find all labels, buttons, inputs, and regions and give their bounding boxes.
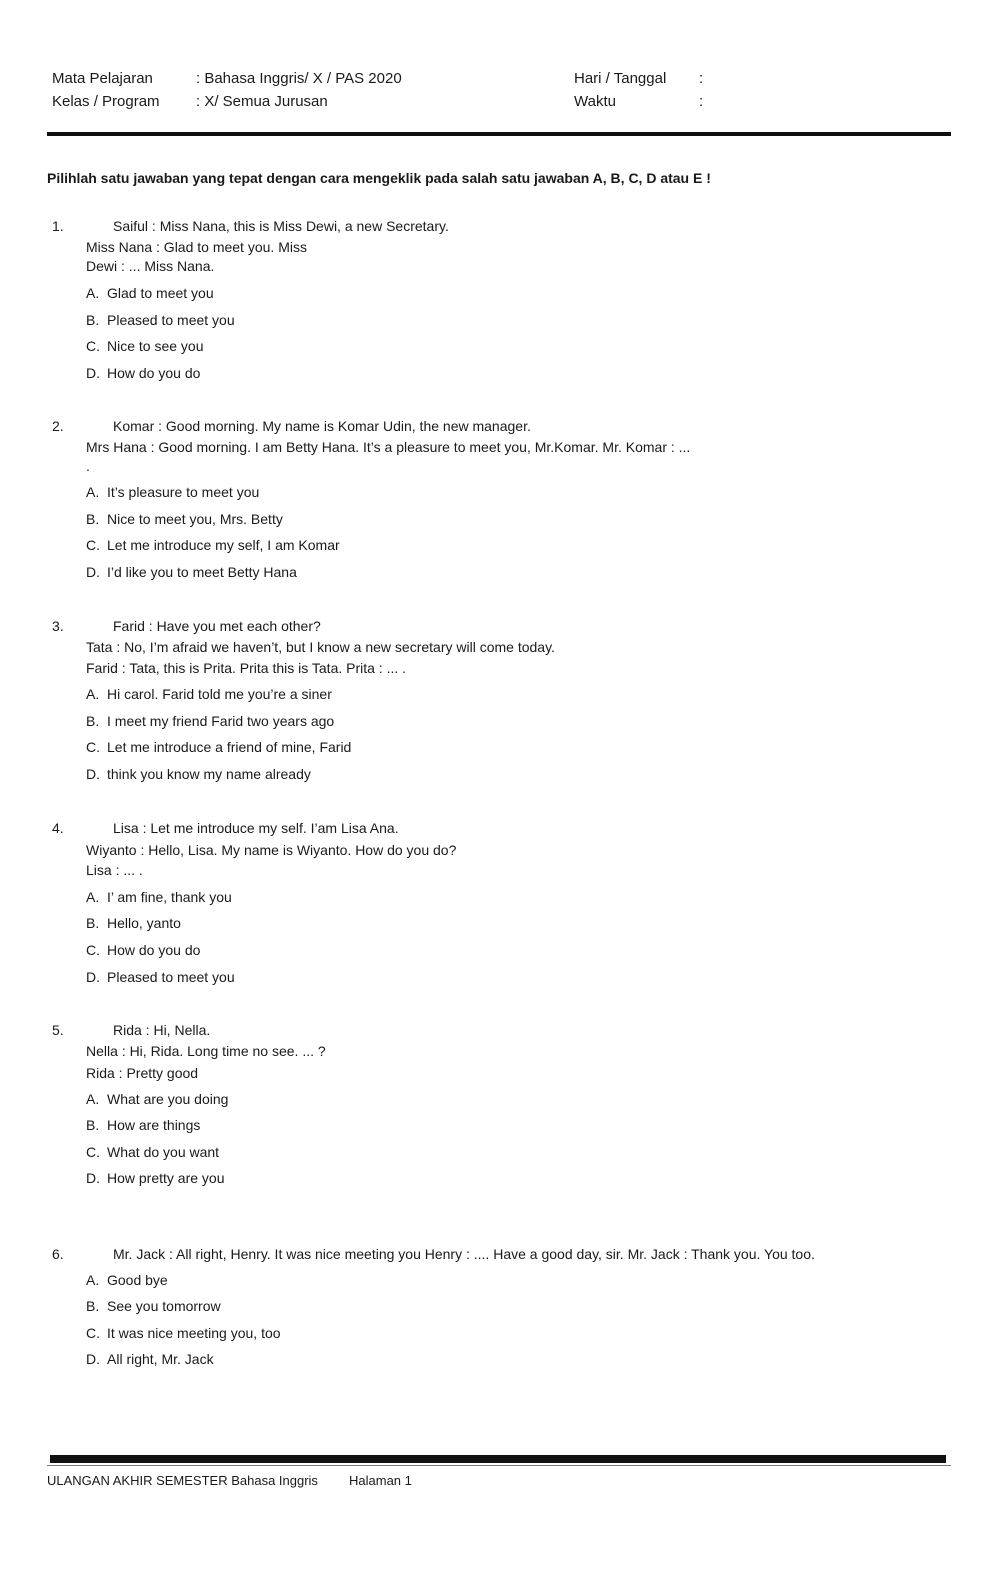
footer-exam-title: ULANGAN AKHIR SEMESTER Bahasa Inggris (47, 1473, 318, 1488)
option-text: Pleased to meet you (107, 969, 235, 985)
footer-divider-thin (47, 1465, 951, 1466)
option-text: It was nice meeting you, too (107, 1325, 281, 1341)
question-number: 1. (52, 218, 64, 234)
subject-label: Mata Pelajaran (52, 70, 153, 87)
class-value: : X/ Semua Jurusan (196, 93, 328, 110)
option-c[interactable] (86, 338, 204, 354)
option-letter: A. (86, 484, 100, 500)
option-letter: C. (86, 1325, 100, 1341)
option-d[interactable] (86, 969, 235, 985)
option-a[interactable] (86, 686, 332, 702)
question-line: Saiful : Miss Nana, this is Miss Dewi, a new Secretary. (113, 218, 449, 234)
question-line: Lisa : ... . (86, 862, 143, 878)
option-text: think you know my name already (107, 766, 311, 782)
footer-divider-thick (50, 1455, 946, 1463)
question-line: Farid : Have you met each other? (113, 618, 321, 634)
option-letter: B. (86, 312, 100, 328)
option-text: How are things (107, 1117, 201, 1133)
subject-value: : Bahasa Inggris/ X / PAS 2020 (196, 70, 402, 87)
option-c[interactable] (86, 1144, 219, 1160)
time-label: Waktu (574, 93, 616, 110)
option-text: All right, Mr. Jack (107, 1351, 214, 1367)
option-a[interactable] (86, 285, 214, 301)
option-letter: A. (86, 889, 100, 905)
question-line: Tata : No, I’m afraid we haven’t, but I know a new secretary will come today. (86, 639, 555, 655)
question-line: Komar : Good morning. My name is Komar Udin, the new manager. (113, 418, 531, 434)
header-divider (47, 132, 951, 136)
option-b[interactable] (86, 1298, 221, 1314)
option-a[interactable] (86, 484, 259, 500)
option-text: I meet my friend Farid two years ago (107, 713, 335, 729)
option-letter: B. (86, 915, 100, 931)
option-letter: C. (86, 1144, 100, 1160)
option-c[interactable] (86, 537, 340, 553)
option-letter: D. (86, 365, 100, 381)
option-text: See you tomorrow (107, 1298, 221, 1314)
option-letter: B. (86, 1298, 100, 1314)
option-b[interactable] (86, 312, 235, 328)
option-text: How do you do (107, 942, 201, 958)
question-line: Mrs Hana : Good morning. I am Betty Hana. It’s a pleasure to meet you, Mr.Komar. Mr. Komar : ... (86, 439, 691, 455)
option-text: I’ am fine, thank you (107, 889, 232, 905)
option-letter: D. (86, 564, 100, 580)
option-letter: B. (86, 1117, 100, 1133)
option-d[interactable] (86, 1351, 214, 1367)
option-letter: C. (86, 537, 100, 553)
option-letter: D. (86, 969, 100, 985)
option-letter: A. (86, 1091, 100, 1107)
option-a[interactable] (86, 1272, 168, 1288)
option-letter: D. (86, 766, 100, 782)
question-line: Farid : Tata, this is Prita. Prita this is Tata. Prita : ... . (86, 660, 407, 676)
option-c[interactable] (86, 942, 200, 958)
option-letter: B. (86, 511, 100, 527)
option-d[interactable] (86, 564, 297, 580)
option-text: Nice to meet you, Mrs. Betty (107, 511, 283, 527)
footer-page-number: Halaman 1 (349, 1473, 412, 1488)
option-letter: D. (86, 1351, 100, 1367)
question-line: . (86, 458, 90, 474)
option-letter: A. (86, 1272, 100, 1288)
option-b[interactable] (86, 713, 334, 729)
option-letter: C. (86, 942, 100, 958)
option-text: Nice to see you (107, 338, 204, 354)
question-line: Rida : Pretty good (86, 1065, 199, 1081)
option-text: Pleased to meet you (107, 312, 235, 328)
option-b[interactable] (86, 511, 283, 527)
time-value: : (699, 93, 704, 110)
option-d[interactable] (86, 1170, 225, 1186)
option-text: Glad to meet you (107, 285, 214, 301)
option-text: How do you do (107, 365, 201, 381)
question-line: Rida : Hi, Nella. (113, 1022, 211, 1038)
question-number: 3. (52, 618, 64, 634)
option-text: It’s pleasure to meet you (107, 484, 260, 500)
question-number: 5. (52, 1022, 64, 1038)
option-text: What do you want (107, 1144, 220, 1160)
option-b[interactable] (86, 915, 181, 931)
option-c[interactable] (86, 739, 351, 755)
option-letter: A. (86, 285, 100, 301)
option-text: Hello, yanto (107, 915, 181, 931)
option-letter: A. (86, 686, 100, 702)
option-text: Let me introduce a friend of mine, Farid (107, 739, 352, 755)
question-line: Miss Nana : Glad to meet you. Miss (86, 239, 307, 255)
day-label: Hari / Tanggal (574, 70, 667, 87)
option-text: How pretty are you (107, 1170, 225, 1186)
option-d[interactable] (86, 365, 200, 381)
option-letter: B. (86, 713, 100, 729)
question-number: 6. (52, 1246, 64, 1262)
question-line: Nella : Hi, Rida. Long time no see. ... ? (86, 1043, 326, 1059)
option-text: Good bye (107, 1272, 168, 1288)
question-line: Dewi : ... Miss Nana. (86, 258, 215, 274)
option-a[interactable] (86, 1091, 228, 1107)
question-number: 4. (52, 820, 64, 836)
option-text: What are you doing (107, 1091, 229, 1107)
option-b[interactable] (86, 1117, 200, 1133)
day-value: : (699, 70, 704, 87)
question-line: Lisa : Let me introduce my self. I’am Lisa Ana. (113, 820, 399, 836)
option-letter: C. (86, 338, 100, 354)
question-line: Wiyanto : Hello, Lisa. My name is Wiyanto. How do you do? (86, 842, 457, 858)
instruction: Pilihlah satu jawaban yang tepat dengan cara mengeklik pada salah satu jawaban A, B, C, D atau E ! (47, 170, 711, 186)
question-line: Mr. Jack : All right, Henry. It was nice meeting you Henry : .... Have a good day, sir. Mr. Jack : Thank you. You too. (113, 1246, 815, 1262)
option-text: Hi carol. Farid told me you’re a siner (107, 686, 332, 702)
option-letter: D. (86, 1170, 100, 1186)
option-c[interactable] (86, 1325, 281, 1341)
option-d[interactable] (86, 766, 311, 782)
option-a[interactable] (86, 889, 232, 905)
question-number: 2. (52, 418, 64, 434)
option-text: Let me introduce my self, I am Komar (107, 537, 340, 553)
class-label: Kelas / Program (52, 93, 160, 110)
option-letter: C. (86, 739, 100, 755)
option-text: I’d like you to meet Betty Hana (107, 564, 297, 580)
